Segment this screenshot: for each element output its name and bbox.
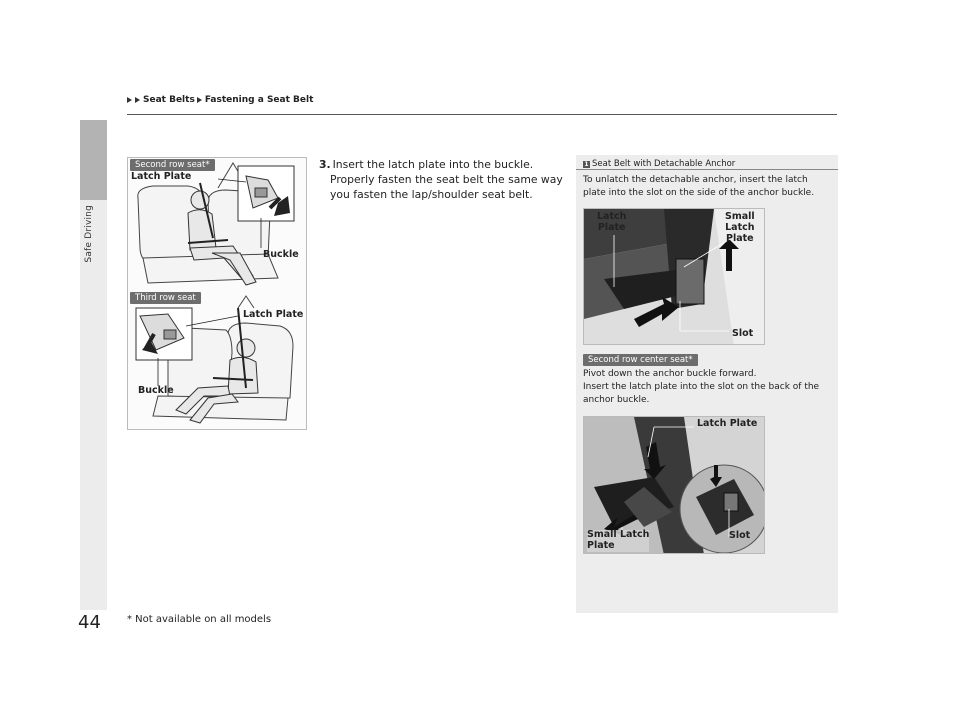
photo1-small-latch-plate-label: Small Latch Plate (725, 211, 755, 244)
section-label: Safe Driving (84, 205, 94, 263)
chevron-right-icon (197, 97, 202, 103)
latch-plate-label-bottom: Latch Plate (243, 309, 304, 320)
photo2-slot-label: Slot (729, 530, 751, 541)
photo1-latch-plate-label: Latch Plate (597, 211, 627, 233)
photo1-slot-label: Slot (732, 328, 754, 339)
buckle-label-bottom: Buckle (138, 385, 174, 396)
second-row-seat-tag: Second row seat* (130, 159, 215, 171)
chevron-right-icon (127, 97, 132, 103)
note-heading (583, 159, 735, 169)
header-rule (127, 114, 837, 115)
breadcrumb-item-seat-belts[interactable]: Seat Belts (143, 95, 195, 105)
detachable-anchor-photo (583, 208, 765, 345)
photo2-small-latch-plate-label: Small Latch Plate (587, 529, 650, 551)
breadcrumb-item-fastening[interactable]: Fastening a Seat Belt (204, 95, 314, 105)
note-paragraph-2-line-1: Pivot down the anchor buckle forward. (583, 369, 757, 379)
chevron-right-icon (135, 97, 140, 103)
note-rule (576, 169, 838, 170)
step-3 (319, 157, 569, 202)
third-row-seat-tag: Third row seat (130, 292, 201, 304)
footnote: * Not available on all models (127, 614, 272, 625)
seat-belt-illustration (127, 157, 307, 430)
note-paragraph-2-line-2: Insert the latch plate into the slot on the back of the (583, 382, 820, 392)
latch-plate-label-top: Latch Plate (131, 171, 192, 182)
breadcrumb (127, 95, 313, 105)
center-seat-anchor-photo (583, 416, 765, 554)
step-line-1: Insert the latch plate into the buckle. (332, 158, 534, 171)
note-paragraph-1-line-1: To unlatch the detachable anchor, insert the latch (583, 175, 808, 185)
note-number-icon: 1 (584, 160, 589, 168)
step-line-2: Properly fasten the seat belt the same way (330, 173, 563, 186)
note-paragraph-1-line-2: plate into the slot on the side of the anchor buckle. (583, 188, 815, 198)
step-line-3: you fasten the lap/shoulder seat belt. (330, 188, 533, 201)
note-paragraph-1 (583, 174, 814, 200)
note-paragraph-2-line-3: anchor buckle. (583, 395, 650, 405)
second-row-center-seat-tag: Second row center seat* (583, 354, 698, 366)
photo2-latch-plate-label: Latch Plate (697, 418, 758, 429)
note-heading-text: Seat Belt with Detachable Anchor (592, 159, 736, 169)
note-paragraph-2 (583, 368, 819, 407)
step-number: 3. (319, 158, 331, 171)
page-number: 44 (78, 612, 101, 633)
section-tab (80, 120, 107, 200)
buckle-label-top: Buckle (263, 249, 299, 260)
